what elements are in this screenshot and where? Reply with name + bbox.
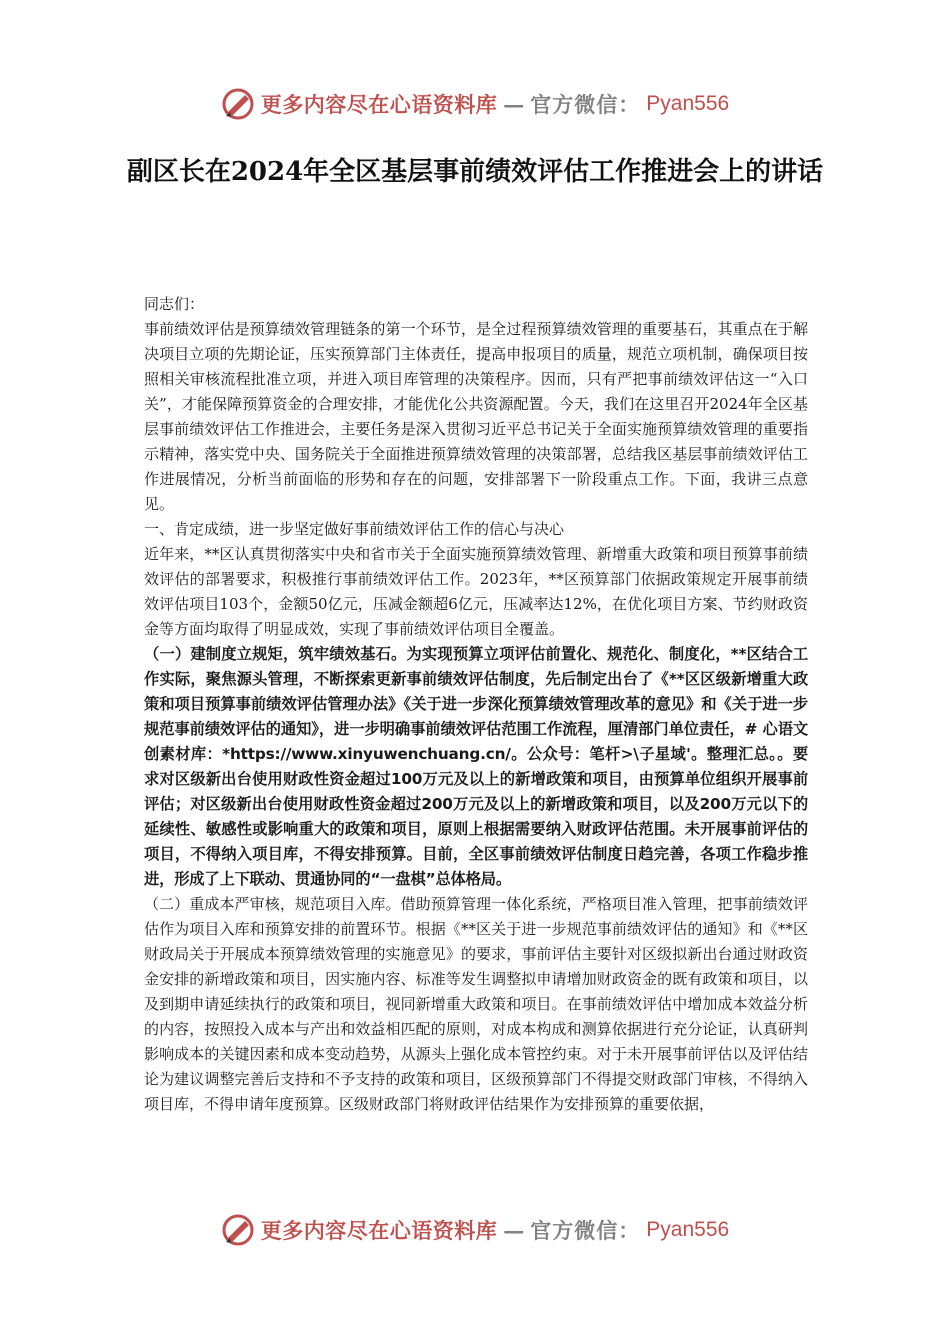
body-paragraph: 近年来，**区认真贯彻落实中央和省市关于全面实施预算绩效管理、新增重大政策和项目预算事前绩效评估的部署要求，积极推行事前绩效评估工作。2023年，**区预算部门依据政策规定开展事前绩效评估项目103个，金额50亿元，压减金额超6亿元，压减率达12%，在优化项目方案、节约财政资金等方面均取得了明显成效，实现了事前绩效评估项目全覆盖。 (144, 545, 808, 638)
body-paragraph: （二）重成本严审核，规范项目入库。借助预算管理一体化系统，严格项目准入管理，把事前绩效评估作为项目入库和预算安排的前置环节。根据《**区关于进一步规范事前绩效评估的通知》和《**区财政局关于开展成本预算绩效管理的实施意见》的要求，事前评估主要针对区级拟新出台通过财政资金安排的新增政策和项目，因实施内容、标准等发生调整拟申请增加财政资金的既有政策和项目，以及到期申请延续执行的政策和项目，视同新增重大政策和项目。在事前绩效评估中增加成本效益分析的内容，按照投入成本与产出和效益相匹配的原则，对成本构成和测算依据进行充分论证，认真研判影响成本的关键因素和成本变动趋势，从源头上强化成本管控约束。对于未开展事前评估以及评估结论为建议调整完善后支持和不予支持的政策和项目，区级预算部门不得提交财政部门审核，不得纳入项目库，不得申请年度预算。区级财政部门将财政评估结果作为安排预算的重要依据， (144, 895, 808, 1113)
brand-logo-icon (221, 1213, 255, 1247)
document-body (144, 292, 808, 1117)
footer-banner (0, 1208, 950, 1252)
banner-sub-text: 官方微信： (530, 92, 641, 117)
banner-main-text: 更多内容尽在心语资料库 (260, 1218, 498, 1243)
header-banner (0, 82, 950, 126)
salutation: 同志们： (144, 295, 205, 313)
banner-sub-text: 官方微信： (530, 1218, 641, 1243)
brand-logo-icon (221, 87, 255, 121)
section-heading: 一、肯定成绩，进一步坚定做好事前绩效评估工作的信心与决心 (144, 520, 565, 538)
banner-main-text: 更多内容尽在心语资料库 (260, 92, 498, 117)
banner-separator: — (503, 1217, 525, 1243)
banner-wechat-id: Pyan556 (646, 1218, 730, 1241)
body-paragraph: 事前绩效评估是预算绩效管理链条的第一个环节，是全过程预算绩效管理的重要基石，其重点在于解决项目立项的先期论证，压实预算部门主体责任，提高申报项目的质量，规范立项机制，确保项目按照相关审核流程批准立项，并进入项目库管理的决策程序。因而，只有严把事前绩效评估这一“入口关”，才能保障预算资金的合理安排，才能优化公共资源配置。今天，我们在这里召开2024年全区基层事前绩效评估工作推进会，主要任务是深入贯彻习近平总书记关于全面实施预算绩效管理的重要指示精神，落实党中央、国务院关于全面推进预算绩效管理的决策部署，总结我区基层事前绩效评估工作进展情况，分析当前面临的形势和存在的问题，安排部署下一阶段重点工作。下面，我讲三点意见。 (144, 320, 808, 513)
body-paragraph-bold: （一）建制度立规矩，筑牢绩效基石。为实现预算立项评估前置化、规范化、制度化，**区结合工作实际，聚焦源头管理，不断探索更新事前绩效评估制度，先后制定出台了《**区区级新增重大政策和项目预算事前绩效评估管理办法》《关于进一步深化预算绩效管理改革的意见》和《关于进一步规范事前绩效评估的通知》，进一步明确事前绩效评估范围工作流程，厘清部门单位责任，# 心语文创素材库：*https://www.xinyuwenchuang.cn/。公众号：笔杆>\子星域'。整理汇总。。要求对区级新出台使用财政性资金超过100万元及以上的新增政策和项目，由预算单位组织开展事前评估；对区级新出台使用财政性资金超过200万元及以上的新增政策和项目，以及200万元以下的延续性、敏感性或影响重大的政策和项目，原则上根据需要纳入财政评估范围。未开展事前评估的项目，不得纳入项目库，不得安排预算。目前，全区事前绩效评估制度日趋完善，各项工作稳步推进，形成了上下联动、贯通协同的“一盘棋”总体格局。 (144, 645, 808, 888)
document-title: 副区长在2024年全区基层事前绩效评估工作推进会上的讲话 (126, 157, 824, 187)
banner-wechat-id: Pyan556 (646, 92, 730, 115)
banner-separator: — (503, 91, 525, 117)
